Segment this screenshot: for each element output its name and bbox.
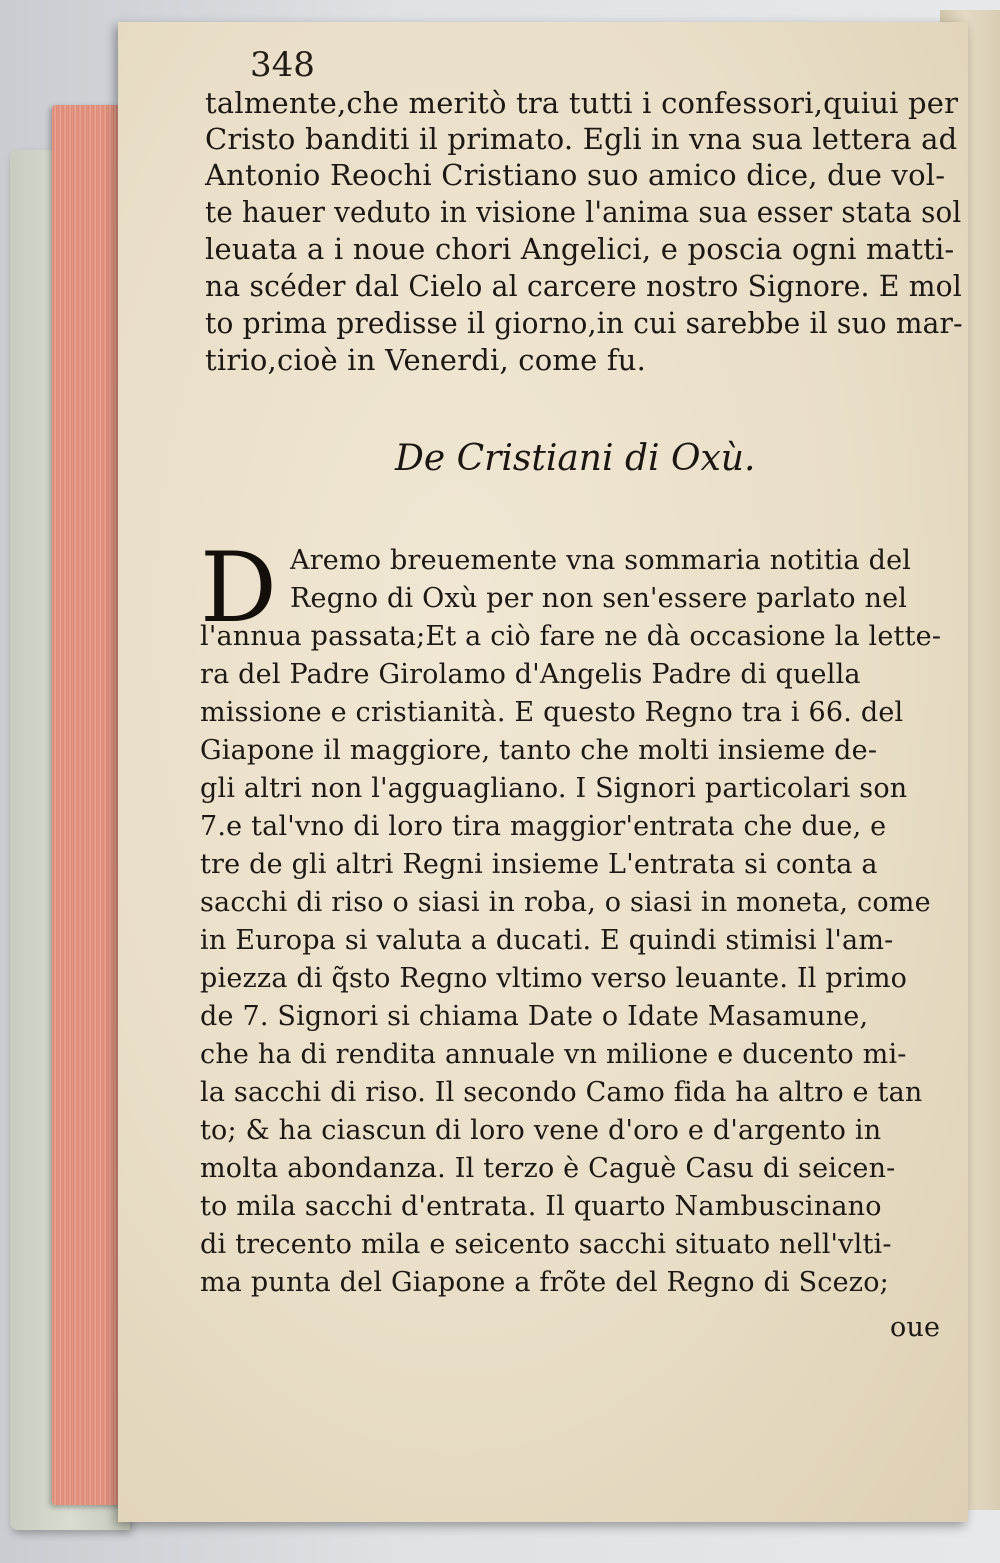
text-line: to mila sacchi d'entrata. Il quarto Nambuscinano — [200, 1191, 882, 1222]
text-line: Regno di Oxù per non sen'essere parlato nel — [290, 583, 908, 614]
text-line: Giapone il maggiore, tanto che molti insieme de- — [200, 735, 878, 766]
text-line: tirio,cioè in Venerdi, come fu. — [205, 343, 647, 377]
catchword: oue — [890, 1312, 941, 1343]
text-line: l'annua passata;Et a ciò fare ne dà occasione la lette- — [200, 621, 942, 652]
text-line: molta abondanza. Il terzo è Caguè Casu di seicen- — [200, 1153, 896, 1184]
text-line: leuata a i noue chori Angelici, e poscia ogni matti- — [205, 232, 955, 266]
text-line: missione e cristianità. E questo Regno tra i 66. del — [200, 697, 904, 728]
page-number: 348 — [250, 45, 315, 85]
text-line: piezza di q̃sto Regno vltimo verso leuante. Il primo — [200, 963, 908, 994]
text-line: to prima predisse il giorno,in cui sarebbe il suo mar- — [205, 306, 963, 340]
text-line: di trecento mila e seicento sacchi situato nell'vlti- — [200, 1229, 892, 1260]
text-line: la sacchi di riso. Il secondo Camo fida ha altro e tan — [200, 1077, 923, 1108]
text-line: ra del Padre Girolamo d'Angelis Padre di quella — [200, 659, 861, 690]
text-line: Antonio Reochi Cristiano suo amico dice, due vol- — [205, 158, 946, 192]
text-line: te hauer veduto in visione l'anima sua esser stata sol — [205, 195, 962, 229]
text-line: Cristo banditi il primato. Egli in vna sua lettera ad — [205, 122, 958, 156]
drop-cap: D — [200, 532, 277, 644]
text-line: Aremo breuemente vna sommaria notitia del — [290, 545, 912, 576]
text-line: in Europa si valuta a ducati. E quindi stimisi l'am- — [200, 925, 894, 956]
section-heading: De Cristiani di Oxù. — [395, 438, 756, 479]
text-line: gli altri non l'agguagliano. I Signori particolari son — [200, 773, 908, 804]
text-line: talmente,che meritò tra tutti i confessori,quiui per — [205, 86, 959, 120]
text-line: to; & ha ciascun di loro vene d'oro e d'argento in — [200, 1115, 882, 1146]
text-line: che ha di rendita annuale vn milione e ducento mi- — [200, 1039, 907, 1070]
text-line: sacchi di riso o siasi in roba, o siasi in moneta, come — [200, 887, 931, 918]
text-line: tre de gli altri Regni insieme L'entrata si conta a — [200, 849, 878, 880]
page-edges — [52, 105, 128, 1505]
text-line: na scéder dal Cielo al carcere nostro Signore. E mol — [205, 269, 962, 303]
text-line: de 7. Signori si chiama Date o Idate Masamune, — [200, 1001, 869, 1032]
text-line: ma punta del Giapone a frõte del Regno di Scezo; — [200, 1267, 889, 1298]
text-line: 7.e tal'vno di loro tira maggior'entrata che due, e — [200, 811, 887, 842]
